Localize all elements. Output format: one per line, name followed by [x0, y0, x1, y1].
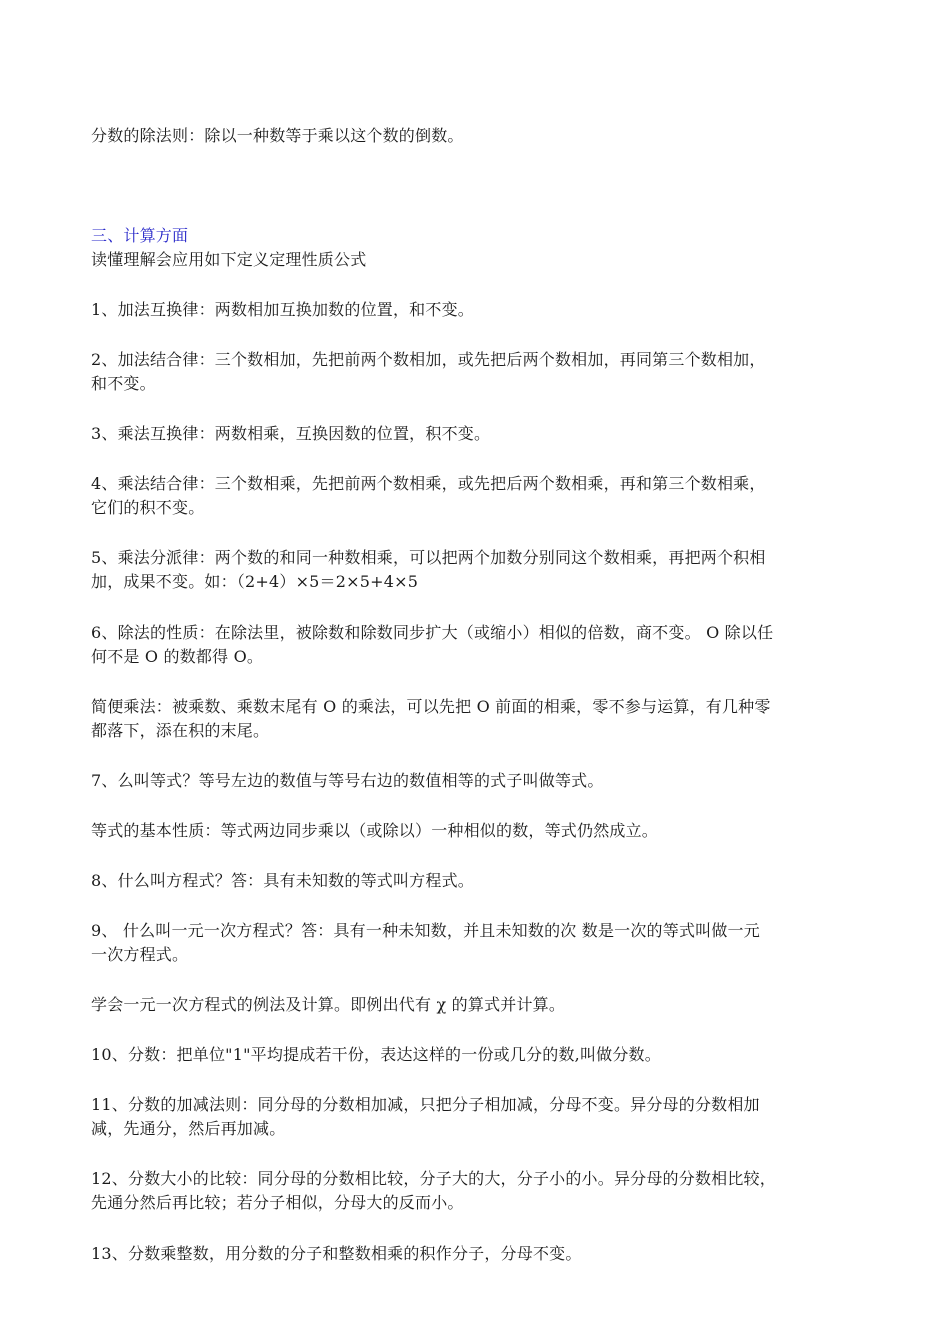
- rule-6-text-line-1: 6、除法的性质：在除法里，被除数和除数同步扩大（或缩小）相似的倍数，商不变。 O 除以任: [91, 623, 774, 642]
- rule-5-text-line-2: 加，成果不变。如：（2+4）×5＝2×5+4×5: [91, 572, 419, 591]
- rule-11-text-line-1: 11、分数的加减法则：同分母的分数相加减，只把分子相加减，分母不变。异分母的分数相加: [91, 1095, 760, 1114]
- rule-13-text: 13、分数乘整数，用分数的分子和整数相乘的积作分子，分母不变。: [91, 1244, 582, 1263]
- equation-property-text: 等式的基本性质：等式两边同步乘以（或除以）一种相似的数，等式仍然成立。: [91, 821, 659, 840]
- rule-3-text: 3、乘法互换律：两数相乘，互换因数的位置，积不变。: [91, 424, 491, 443]
- rule-6-text-line-2: 何不是 O 的数都得 O。: [91, 647, 264, 666]
- rule-11-text-line-2: 减，先通分，然后再加减。: [91, 1119, 286, 1138]
- rule-5-text-line-1: 5、乘法分派律：两个数的和同一种数相乘，可以把两个加数分别同这个数相乘，再把两个积相: [91, 548, 766, 567]
- rule-9-text-line-1: 9、 什么叫一元一次方程式？答：具有一种未知数，并且未知数的次 数是一次的等式叫做一元: [91, 921, 760, 940]
- rule-4-text-line-2: 它们的积不变。: [91, 498, 205, 517]
- rule-12-text-line-2: 先通分然后再比较；若分子相似，分母大的反而小。: [91, 1193, 464, 1212]
- section-heading: 三、计算方面: [91, 226, 189, 245]
- rule-1-text: 1、加法互换律：两数相加互换加数的位置，和不变。: [91, 300, 474, 319]
- rule-10-text: 10、分数：把单位"1"平均提成若干份，表达这样的一份或几分的数,叫做分数。: [91, 1045, 661, 1064]
- rule-7-text: 7、么叫等式？等号左边的数值与等号右边的数值相等的式子叫做等式。: [91, 771, 604, 790]
- rule-12-text-line-1: 12、分数大小的比较：同分母的分数相比较，分子大的大，分子小的小。异分母的分数相比较，: [91, 1169, 776, 1188]
- simple-multiplication-line-2: 都落下，添在积的末尾。: [91, 721, 270, 740]
- section-subheading: 读懂理解会应用如下定义定理性质公式: [91, 250, 367, 269]
- simple-multiplication-line-1: 简便乘法：被乘数、乘数末尾有 O 的乘法，可以先把 O 前面的相乘，零不参与运算，有几种零: [91, 697, 771, 716]
- rule-4-text-line-1: 4、乘法结合律：三个数相乘，先把前两个数相乘，或先把后两个数相乘，再和第三个数相乘，: [91, 474, 766, 493]
- rule-9-text-line-2: 一次方程式。: [91, 945, 189, 964]
- learn-equation-text: 学会一元一次方程式的例法及计算。即例出代有 χ 的算式并计算。: [91, 995, 566, 1014]
- rule-2-text-line-1: 2、加法结合律：三个数相加，先把前两个数相加，或先把后两个数相加，再同第三个数相加，: [91, 350, 766, 369]
- rule-2-text-line-2: 和不变。: [91, 374, 156, 393]
- rule-8-text: 8、什么叫方程式？答：具有未知数的等式叫方程式。: [91, 871, 474, 890]
- intro-text: 分数的除法则：除以一种数等于乘以这个数的倒数。: [91, 126, 464, 145]
